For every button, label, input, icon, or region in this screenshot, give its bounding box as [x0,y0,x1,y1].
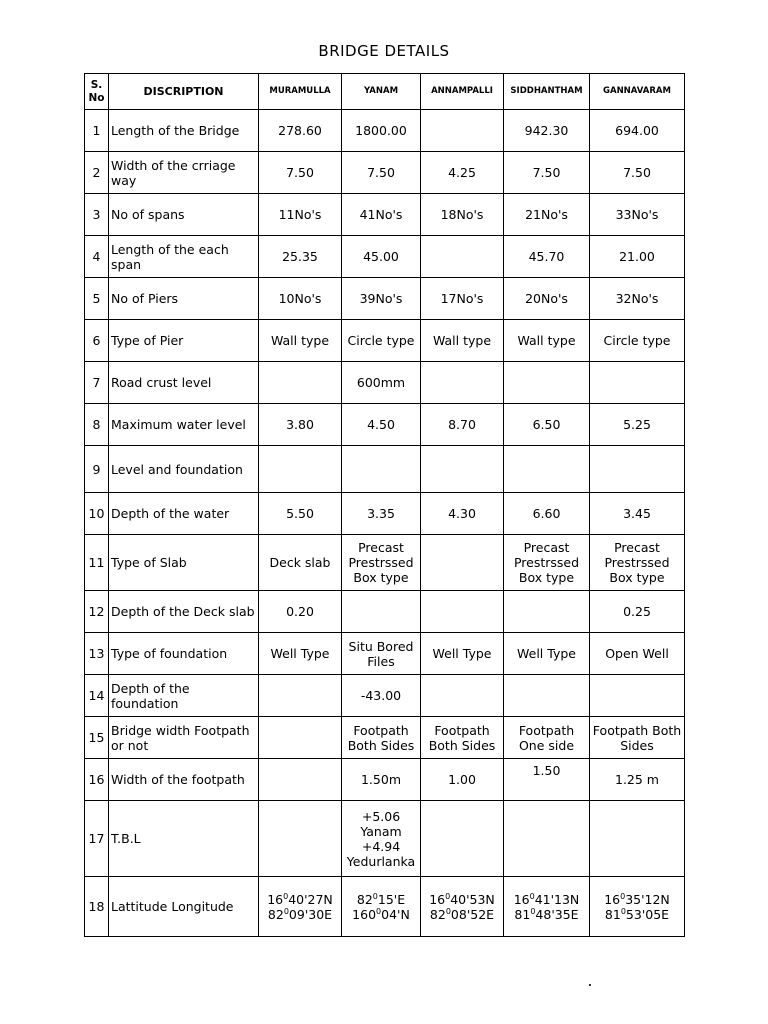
row-number: 12 [85,591,109,633]
table-row [85,535,685,591]
table-row [85,194,685,236]
table-row [85,633,685,675]
cell-gannavaram [590,446,685,493]
cell-siddhantham: 6.50 [504,404,590,446]
row-number: 10 [85,493,109,535]
header-gannavaram: GANNAVARAM [590,74,685,110]
row-number: 13 [85,633,109,675]
table-row [85,152,685,194]
degree-mark: 0 [372,891,378,901]
row-number: 7 [85,362,109,404]
cell-yanam: +5.06 Yanam +4.94 Yedurlanka [342,801,421,877]
cell-gannavaram: 21.00 [590,236,685,278]
table-row [85,801,685,877]
cell-annampalli [421,675,504,717]
cell-annampalli: 4.30 [421,493,504,535]
row-number: 16 [85,759,109,801]
row-description: Type of Slab [109,535,259,591]
degree-mark: 0 [283,891,289,901]
cell-siddhantham: 6.60 [504,493,590,535]
cell-yanam: Circle type [342,320,421,362]
cell-muramulla: 3.80 [259,404,342,446]
row-number: 9 [85,446,109,493]
cell-siddhantham [504,877,590,937]
coordinate-text: 15'E 160 [352,891,406,922]
cell-annampalli [421,591,504,633]
cell-yanam: 45.00 [342,236,421,278]
page-title: BRIDGE DETAILS [318,42,450,60]
coordinate-text: 53'05E [625,906,670,922]
cell-yanam: 7.50 [342,152,421,194]
row-number: 17 [85,801,109,877]
row-number: 6 [85,320,109,362]
cell-gannavaram [590,675,685,717]
cell-yanam: Precast Prestrssed Box type [342,535,421,591]
coordinate-text: 41'13N 81 [514,891,580,922]
cell-muramulla: Deck slab [259,535,342,591]
row-description: Type of Pier [109,320,259,362]
cell-muramulla [259,446,342,493]
cell-annampalli [421,236,504,278]
header-row [85,74,685,110]
cell-siddhantham: 45.70 [504,236,590,278]
cell-annampalli: 17No's [421,278,504,320]
cell-siddhantham: 1.50 [504,759,590,801]
table-row [85,446,685,493]
table-row [85,404,685,446]
cell-gannavaram: Circle type [590,320,685,362]
cell-annampalli: 18No's [421,194,504,236]
cell-annampalli: Well Type [421,633,504,675]
coordinate-text: 40'53N 82 [429,891,495,922]
cell-annampalli [421,362,504,404]
cell-muramulla [259,759,342,801]
cell-muramulla: 0.20 [259,591,342,633]
cell-gannavaram: 3.45 [590,493,685,535]
row-description: Maximum water level [109,404,259,446]
cell-yanam [342,446,421,493]
cell-siddhantham [504,591,590,633]
cell-annampalli: 8.70 [421,404,504,446]
cell-siddhantham: Wall type [504,320,590,362]
row-number: 8 [85,404,109,446]
cell-yanam: Footpath Both Sides [342,717,421,759]
cell-annampalli [421,110,504,152]
coordinate-text: 40'27N 82 [267,891,333,922]
cell-annampalli [421,535,504,591]
cell-gannavaram: Precast Prestrssed Box type [590,535,685,591]
table-row [85,877,685,937]
header-siddhantham: SIDDHANTHAM [504,74,590,110]
row-description: Type of foundation [109,633,259,675]
row-number: 5 [85,278,109,320]
cell-siddhantham [504,801,590,877]
row-description: T.B.L [109,801,259,877]
cell-yanam: 3.35 [342,493,421,535]
row-number: 1 [85,110,109,152]
coordinate-text: 35'12N 81 [604,891,670,922]
cell-gannavaram: 33No's [590,194,685,236]
coordinate-text: 48'35E [535,906,579,922]
header-annampalli: ANNAMPALLI [421,74,504,110]
cell-gannavaram [590,362,685,404]
row-description: Length of the Bridge [109,110,259,152]
row-description: Bridge width Footpath or not [109,717,259,759]
cell-yanam [342,877,421,937]
bridge-details-table [84,73,685,937]
coordinate-text: 08'52E [450,906,495,922]
cell-siddhantham: 942.30 [504,110,590,152]
cell-muramulla: 278.60 [259,110,342,152]
row-description: Lattitude Longitude [109,877,259,937]
table-row [85,110,685,152]
table-row [85,591,685,633]
degree-mark: 0 [445,906,451,916]
row-number: 3 [85,194,109,236]
cell-annampalli [421,877,504,937]
degree-mark: 0 [283,906,289,916]
cell-muramulla: 5.50 [259,493,342,535]
header-description: DISCRIPTION [109,74,259,110]
coordinate-text: 16 [604,891,621,907]
cell-annampalli [421,446,504,493]
cell-annampalli: 4.25 [421,152,504,194]
cell-yanam: 4.50 [342,404,421,446]
cell-muramulla: 7.50 [259,152,342,194]
cell-yanam: 600mm [342,362,421,404]
row-description: Width of the footpath [109,759,259,801]
coordinate-text: 16 [513,891,530,907]
cell-annampalli: Wall type [421,320,504,362]
cell-yanam: 41No's [342,194,421,236]
table-row [85,493,685,535]
row-description: Width of the crriage way [109,152,259,194]
cell-gannavaram [590,877,685,937]
degree-mark: 0 [376,906,382,916]
table-row [85,278,685,320]
row-description: Level and foundation [109,446,259,493]
cell-yanam: 1800.00 [342,110,421,152]
cell-gannavaram: 0.25 [590,591,685,633]
cell-gannavaram: 32No's [590,278,685,320]
cell-gannavaram: 5.25 [590,404,685,446]
cell-siddhantham: 7.50 [504,152,590,194]
header-muramulla: MURAMULLA [259,74,342,110]
cell-yanam: 39No's [342,278,421,320]
cell-gannavaram: Open Well [590,633,685,675]
row-number: 2 [85,152,109,194]
cell-gannavaram: 1.25 m [590,759,685,801]
cell-siddhantham: Footpath One side [504,717,590,759]
cell-gannavaram: 7.50 [590,152,685,194]
cell-muramulla: Wall type [259,320,342,362]
row-description: Road crust level [109,362,259,404]
cell-gannavaram: 694.00 [590,110,685,152]
cell-muramulla [259,717,342,759]
cell-muramulla [259,877,342,937]
coordinate-text: 16 [267,891,284,907]
cell-gannavaram: Footpath Both Sides [590,717,685,759]
cell-muramulla: 11No's [259,194,342,236]
row-description: No of spans [109,194,259,236]
cell-siddhantham: Precast Prestrssed Box type [504,535,590,591]
stray-mark [589,984,591,986]
row-number: 14 [85,675,109,717]
cell-muramulla: 10No's [259,278,342,320]
row-number: 15 [85,717,109,759]
coordinate-text: 82 [356,891,373,907]
coordinate-text: 16 [429,891,446,907]
cell-yanam [342,591,421,633]
table-row [85,320,685,362]
degree-mark: 0 [620,906,626,916]
cell-siddhantham [504,675,590,717]
table-row [85,236,685,278]
table-row [85,717,685,759]
coordinate-text: 04'N [381,906,410,922]
coordinate-text: 09'30E [288,906,333,922]
cell-yanam: -43.00 [342,675,421,717]
row-number: 18 [85,877,109,937]
row-description: No of Piers [109,278,259,320]
header-yanam: YANAM [342,74,421,110]
cell-siddhantham: Well Type [504,633,590,675]
row-description: Depth of the Deck slab [109,591,259,633]
cell-siddhantham: 20No's [504,278,590,320]
table-row [85,759,685,801]
degree-mark: 0 [529,891,535,901]
cell-siddhantham [504,362,590,404]
row-description: Depth of the foundation [109,675,259,717]
table-row [85,362,685,404]
cell-muramulla [259,362,342,404]
cell-yanam: Situ Bored Files [342,633,421,675]
cell-gannavaram [590,801,685,877]
cell-muramulla [259,801,342,877]
table-row [85,675,685,717]
cell-muramulla [259,675,342,717]
cell-muramulla: 25.35 [259,236,342,278]
cell-muramulla: Well Type [259,633,342,675]
cell-annampalli: Footpath Both Sides [421,717,504,759]
row-number: 11 [85,535,109,591]
cell-annampalli [421,801,504,877]
degree-mark: 0 [530,906,536,916]
row-description: Length of the each span [109,236,259,278]
cell-siddhantham: 21No's [504,194,590,236]
cell-annampalli: 1.00 [421,759,504,801]
row-description: Depth of the water [109,493,259,535]
degree-mark: 0 [620,891,626,901]
cell-yanam: 1.50m [342,759,421,801]
header-sno: S. No [85,74,109,110]
row-number: 4 [85,236,109,278]
degree-mark: 0 [445,891,451,901]
cell-siddhantham [504,446,590,493]
